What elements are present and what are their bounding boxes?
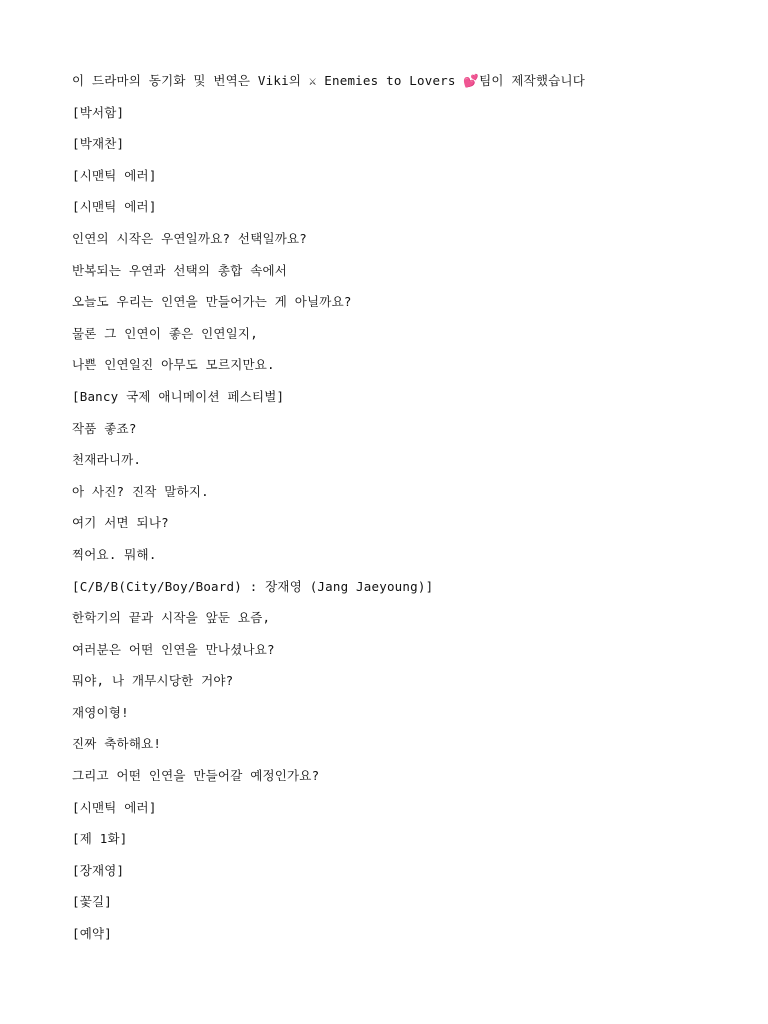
text-line: 찍어요. 뭐해.	[72, 546, 157, 562]
text-line: 작품 좋죠?	[72, 420, 137, 436]
text-line: 아 사진? 진작 말하지.	[72, 483, 209, 499]
text-line: [예약]	[72, 926, 113, 942]
text-line: [박서함]	[72, 104, 125, 120]
text-line: 물론 그 인연이 좋은 인연일지,	[72, 325, 258, 341]
text-line: 이 드라마의 동기화 및 번역은 Viki의 ⚔ Enemies to Lovers 💕팀이 제작했습니다	[72, 73, 586, 88]
text-line: 반복되는 우연과 선택의 총합 속에서	[72, 262, 288, 278]
text-line: 재영이형!	[72, 704, 129, 720]
text-line: 오늘도 우리는 인연을 만들어가는 게 아닐까요?	[72, 294, 352, 310]
text-line: 천재라니까.	[72, 452, 142, 468]
text-line: 진짜 축하해요!	[72, 736, 162, 752]
subtitle-document	[72, 72, 712, 957]
text-line: [시맨틱 에러]	[72, 199, 157, 215]
text-line: 뭐야, 나 개무시당한 거야?	[72, 673, 234, 689]
text-line: 여기 서면 되나?	[72, 515, 169, 531]
text-line: 인연의 시작은 우연일까요? 선택일까요?	[72, 230, 308, 246]
text-line: [Bancy 국제 애니메이션 페스티벌]	[72, 388, 285, 404]
text-line: [꽃길]	[72, 894, 113, 910]
text-line: [시맨틱 에러]	[72, 799, 157, 815]
text-line: 한학기의 끝과 시작을 앞둔 요즘,	[72, 610, 271, 626]
text-line: 여러분은 어떤 인연을 만나셨나요?	[72, 641, 275, 657]
text-line: 그리고 어떤 인연을 만들어갈 예정인가요?	[72, 768, 320, 784]
text-line: [박재찬]	[72, 136, 125, 152]
text-line: [시맨틱 에러]	[72, 167, 157, 183]
text-line: [장재영]	[72, 862, 125, 878]
text-line: 나쁜 인연일진 아무도 모르지만요.	[72, 357, 275, 373]
text-line: [제 1화]	[72, 831, 128, 847]
text-line: [C/B/B(City/Boy/Board) : 장재영 (Jang Jaeyoung)]	[72, 578, 434, 594]
